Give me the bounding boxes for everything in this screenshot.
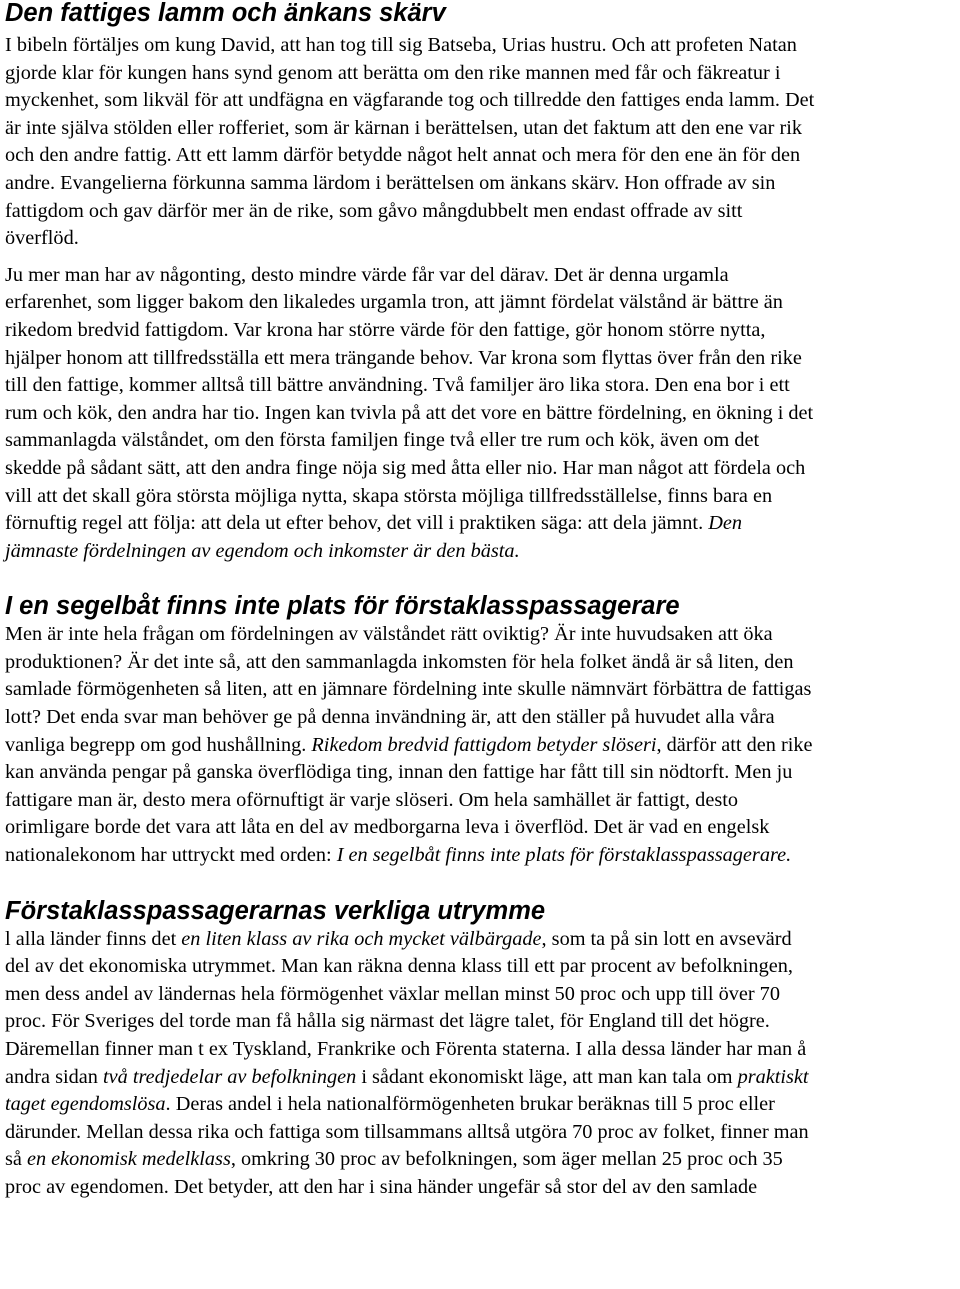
paragraph [5, 32, 955, 253]
text-line [5, 427, 955, 455]
text-run: . Deras andel i hela nationalförmögenheten brukar beräknas till 5 proc eller [165, 1093, 775, 1116]
text-run: därunder. Mellan dessa rika och fattiga som tillsammans alltså utgöra 70 proc av folket, finner man [5, 1120, 809, 1143]
section-heading: I en segelbåt finns inte plats för förstaklasspassagerare [5, 592, 680, 621]
text-run: nationalekonom har uttryckt med orden: [5, 844, 337, 867]
italic-text: en ekonomisk medelklass [26, 1148, 231, 1171]
text-run: , därför att den rike [656, 733, 813, 756]
text-line [5, 814, 955, 842]
paragraph [5, 262, 955, 566]
text-line [5, 704, 955, 732]
text-run: orimligare borde det vara att låta en del av medborgarna leva i överflöd. Det är vad en engelsk [5, 816, 770, 839]
text-run: I bibeln förtäljes om kung David, att han tog till sig Batseba, Urias hustru. Och att profeten Natan [5, 34, 797, 56]
text-run: , omkring 30 proc av befolkningen, som äger mellan 25 proc och 35 [230, 1148, 783, 1171]
text-run: del av det ekonomiska utrymmet. Man kan räkna denna klass till ett par procent av befolkningen, [5, 955, 793, 978]
text-line [5, 538, 955, 566]
text-run: , som ta på sin lott en avsevärd [541, 927, 792, 950]
text-run: men dess andel av ländernas hela förmögenhet växlar mellan minst 50 proc och upp till över 70 [5, 982, 780, 1005]
text-line [5, 981, 955, 1009]
text-line [5, 32, 955, 60]
text-line [5, 1091, 955, 1119]
text-run: Ju mer man har av någonting, desto mindre värde får var del därav. Det är denna urgamla [5, 263, 729, 286]
text-line [5, 262, 955, 290]
text-run: till den fattige, kommer alltså till bättre användning. Två familjer äro lika stora. Den ena bor i ett [5, 374, 790, 397]
text-line [5, 345, 955, 373]
text-run: kan använda pengar på ganska överflödiga ting, innan den fattige har fått till sin nödtorft. Men ju [5, 761, 793, 784]
text-line [5, 60, 955, 88]
text-line [5, 115, 955, 143]
italic-text: en liten klass av rika och mycket välbärgade [181, 927, 542, 950]
paragraph [5, 926, 955, 1202]
text-line [5, 621, 955, 649]
text-run: rikedom bredvid fattigdom. Var krona har större värde för den fattige, gör honom större nytta, [5, 318, 766, 341]
text-line [5, 170, 955, 198]
section-heading: Förstaklasspassagerarnas verkliga utrymme [5, 896, 546, 925]
text-run: lott? Det enda svar man behöver ge på denna invändning är, att den ställer på huvudet alla våra [5, 706, 775, 729]
text-run: rum och kök, den andra har tio. Ingen kan tvivla på att det vore en bättre fördelning, en ökning i det [5, 401, 814, 424]
text-run: fattigare man är, desto mera oförnuftigt är varje slöseri. Om hela samhället är fattigt, desto [5, 788, 738, 811]
text-line [5, 455, 955, 483]
text-run: skedde på sådant sätt, att den andra finge nöja sig med åtta eller nio. Har man något att fördela och [5, 456, 806, 479]
italic-text: taget egendomslösa [5, 1093, 166, 1116]
italic-text: två tredjedelar av befolkningen [103, 1065, 357, 1088]
text-line [5, 1174, 955, 1202]
text-run: förnuftig regel att följa: att dela ut efter behov, det vill i praktiken säga: att dela jämnt. [5, 512, 709, 535]
text-run: vanliga begrepp om god hushållning. [5, 733, 312, 756]
italic-text: jämnaste fördelningen av egendom och inkomster är den bästa. [5, 539, 520, 562]
text-line [5, 198, 955, 226]
paragraph [5, 621, 955, 869]
text-line [5, 317, 955, 345]
text-run: Däremellan finner man t ex Tyskland, Frankrike och Förenta staterna. I alla dessa länder har man å [5, 1038, 807, 1060]
text-line [5, 1119, 955, 1147]
text-run: hjälper honom att tillfredsställa ett mera trängande behov. Var krona som flyttas över från den rike [5, 346, 802, 369]
text-line [5, 1064, 955, 1092]
text-line [5, 676, 955, 704]
text-run: gjorde klar för kungen hans synd genom att berätta om den rike mannen med får och fäkreatur i [5, 61, 781, 84]
text-run: fattigdom och gav därför mer än de rike, som gåvo mångdubbelt men endast offrade av sitt [5, 199, 743, 222]
text-run: är inte själva stölden eller rofferiet, som är kärnan i berättelsen, utan det faktum att den ene var rik [5, 116, 803, 139]
text-line [5, 87, 955, 115]
text-run: och den andre fattig. Att ett lamm därför betydde något helt annat och mera för den ene än för den [5, 144, 801, 167]
text-line [5, 510, 955, 538]
text-run: andre. Evangelierna förkunna samma lärdom i berättelsen om änkans skärv. Hon offrade av sin [5, 171, 776, 194]
text-run: produktionen? Är det inte så, att den sammanlagda inkomsten för hela folket ändå är så liten, den [5, 650, 794, 673]
text-line [5, 1146, 955, 1174]
text-line [5, 1008, 955, 1036]
text-run: samlade förmögenheten så liten, att en jämnare fördelning inte skulle nämnvärt förbättra de fattigas [5, 678, 812, 701]
text-line [5, 732, 955, 760]
text-run: vill att det skall göra största möjliga nytta, skapa största möjliga tillfredsställelse, finns bara en [5, 484, 773, 507]
text-line [5, 1036, 955, 1064]
italic-text: praktiskt [737, 1065, 809, 1088]
text-line [5, 372, 955, 400]
text-run: i sådant ekonomiskt läge, att man kan tala om [356, 1065, 738, 1088]
text-run: erfarenhet, som ligger bakom den likaledes urgamla tron, att jämnt fördelat välstånd är bättre än [5, 291, 783, 314]
text-line [5, 483, 955, 511]
text-line [5, 926, 955, 954]
italic-text: I en segelbåt finns inte plats för förstaklasspassagerare. [336, 844, 792, 867]
text-line [5, 842, 955, 870]
document-page [5, 0, 955, 1202]
text-run: myckenhet, som likväl för att undfägna en vägfarande tog och tillredde den fattiges enda lamm. Det [5, 89, 815, 112]
text-line [5, 142, 955, 170]
italic-text: Den [708, 512, 743, 535]
text-run: proc av egendomen. Det betyder, att den har i sina händer ungefär så stor del av den samlade [5, 1175, 758, 1198]
text-run: överflöd. [5, 227, 79, 250]
text-run: sammanlagda välståndet, om den första familjen finge två eller tre rum och kök, även om det [5, 429, 760, 452]
text-line [5, 787, 955, 815]
text-line [5, 759, 955, 787]
text-run: l alla länder finns det [5, 927, 182, 950]
italic-text: Rikedom bredvid fattigdom betyder slöseri [311, 733, 657, 756]
text-run: Men är inte hela frågan om fördelningen av välståndet rätt oviktig? Är inte huvudsaken att öka [5, 623, 773, 646]
text-line [5, 400, 955, 428]
text-line [5, 649, 955, 677]
text-run: så [5, 1148, 27, 1171]
text-line [5, 289, 955, 317]
section-heading: Den fattiges lamm och änkans skärv [5, 0, 446, 27]
text-run: proc. För Sveriges del torde man få hålla sig närmast det lägre talet, för England till det högre. [5, 1010, 770, 1033]
text-line [5, 225, 955, 253]
text-line [5, 953, 955, 981]
text-run: andra sidan [5, 1065, 103, 1088]
